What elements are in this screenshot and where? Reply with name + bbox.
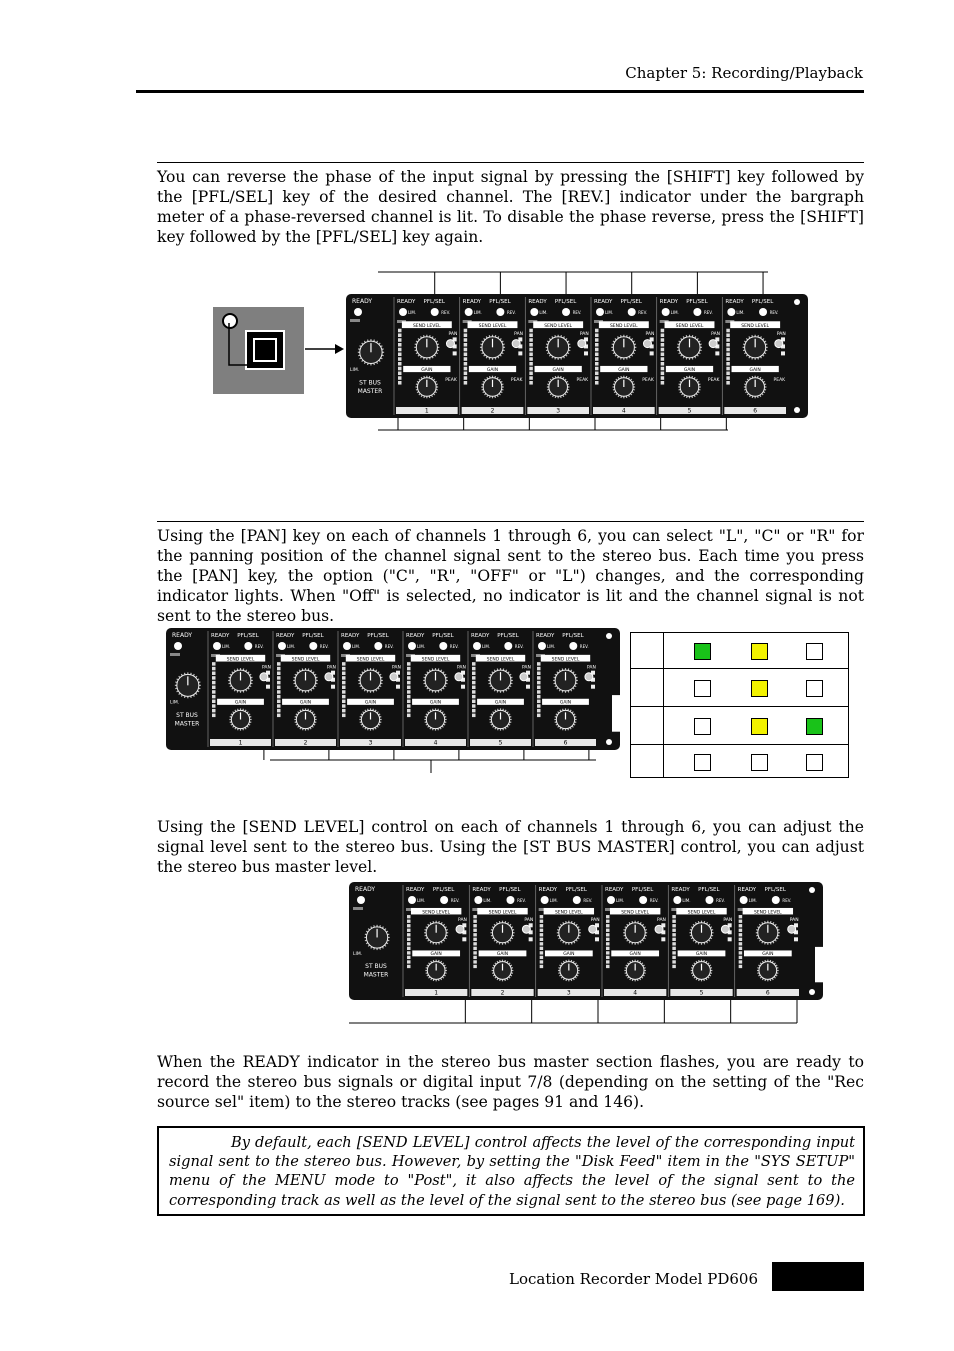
- rev-label: REV.: [517, 898, 526, 903]
- pan-table-row: [631, 745, 848, 778]
- send-level-label: SEND LEVEL: [226, 657, 255, 663]
- pan-indicator-led-icon: [806, 754, 823, 771]
- pfl-sel-label: PFL/SEL: [423, 299, 445, 305]
- ready-paragraph: When the READY indicator in the stereo bus master section flashes, you are ready to record the stereo bus signals or digital input 7/8 (depending on the setting of the "Rec source sel" item) to the stereo tracks (see pages 91 and 146).: [157, 1053, 864, 1111]
- rev-label: REV.: [716, 898, 725, 903]
- send-level-label: SEND LEVEL: [421, 657, 450, 663]
- gain-label: GAIN: [486, 367, 499, 373]
- gain-knob-icon: [744, 376, 767, 399]
- ready-led-icon: [278, 642, 286, 650]
- lim-label: LIM.: [408, 310, 417, 315]
- send-level-paragraph: Using the [SEND LEVEL] control on each of channels 1 through 6, you can adjust the signal level sent to the stereo bus. Using the [ST BUS MASTER] control, you can adjust the stereo bus master level.: [157, 818, 864, 876]
- pfl-sel-key-icon: [309, 642, 317, 650]
- ready-led-icon: [596, 308, 604, 316]
- lim-label: LIM.: [170, 700, 180, 706]
- ready-led-icon: [354, 308, 362, 316]
- lim-label: LIM.: [353, 952, 363, 958]
- ready-led-icon: [174, 642, 182, 650]
- st-bus-master-knob-icon: [175, 672, 201, 698]
- pan-key-icon: [655, 925, 663, 933]
- ready-led-icon: [727, 308, 735, 316]
- pfl-sel-key-icon: [693, 308, 701, 316]
- pan-indicator-led-icon: [751, 643, 768, 660]
- channel-number: 2: [490, 407, 495, 415]
- arrow-icon: [305, 343, 345, 355]
- send-level-knob-icon: [414, 335, 439, 360]
- gain-knob-icon: [489, 708, 511, 730]
- gain-knob-icon: [547, 376, 570, 399]
- send-level-knob-icon: [228, 668, 253, 693]
- send-level-knob-icon: [611, 335, 636, 360]
- lim-label: LIM.: [748, 898, 757, 903]
- send-level-knob-icon: [546, 335, 571, 360]
- ready-led-icon: [474, 896, 482, 904]
- gain-knob-icon: [691, 960, 713, 982]
- pfl-sel-label: PFL/SEL: [554, 299, 577, 305]
- send-level-knob-icon: [623, 921, 647, 945]
- pfl-sel-key-icon: [440, 896, 448, 904]
- pan-label: PAN: [326, 665, 336, 671]
- pan-key-icon: [446, 340, 454, 348]
- lim-label: LIM.: [352, 644, 361, 649]
- channel-number: 6: [765, 989, 770, 997]
- master-label: MASTER: [357, 388, 383, 396]
- peak-label: PEAK: [773, 377, 786, 383]
- channel-number: 6: [563, 739, 568, 747]
- gain-knob-icon: [678, 376, 701, 399]
- screw-icon: [794, 407, 800, 413]
- pan-indicator-table: [630, 632, 849, 778]
- pfl-sel-key-icon: [439, 642, 447, 650]
- ready-led-icon: [343, 642, 351, 650]
- pan-label: PAN: [456, 665, 466, 671]
- pfl-sel-key-icon: [759, 308, 767, 316]
- send-level-label: SEND LEVEL: [544, 323, 573, 329]
- mixer-panel-pan: [166, 628, 622, 774]
- send-level-knob-icon: [293, 668, 318, 693]
- send-level-label: SEND LEVEL: [621, 910, 650, 916]
- rev-label: REV.: [649, 898, 659, 903]
- gain-label: GAIN: [695, 952, 708, 958]
- gain-label: GAIN: [421, 367, 433, 373]
- pfl-sel-key-icon: [374, 642, 382, 650]
- rev-label: REV.: [450, 898, 460, 903]
- pan-key-icon: [512, 340, 520, 348]
- pan-key-icon: [325, 673, 333, 681]
- channel-number: 1: [424, 407, 429, 415]
- pan-key-icon: [643, 340, 651, 348]
- pan-label: PAN: [586, 665, 596, 671]
- pan-table-row: [631, 707, 848, 745]
- pfl-sel-key-icon: [431, 308, 439, 316]
- pfl-sel-label: PFL/SEL: [432, 633, 454, 639]
- pfl-sel-label: PFL/SEL: [620, 299, 642, 305]
- gain-label: GAIN: [430, 952, 442, 958]
- pfl-sel-label: PFL/SEL: [367, 633, 389, 639]
- gain-knob-icon: [492, 960, 514, 982]
- header-rule: [136, 90, 864, 93]
- lim-label: LIM.: [547, 644, 556, 649]
- gain-label: GAIN: [496, 952, 509, 958]
- ready-label: READY: [659, 299, 679, 305]
- ready-led-icon: [740, 896, 748, 904]
- pan-key-icon: [788, 925, 796, 933]
- pfl-sel-label: PFL/SEL: [764, 887, 786, 893]
- pfl-sel-label: PFL/SEL: [686, 299, 708, 305]
- ready-label: READY: [725, 299, 744, 305]
- screw-icon: [606, 633, 612, 639]
- channel-number: 4: [621, 407, 626, 415]
- pan-label: PAN: [590, 917, 600, 923]
- peak-label: PEAK: [707, 377, 720, 383]
- ready-label: READY: [462, 299, 482, 305]
- send-level-label: SEND LEVEL: [486, 657, 515, 663]
- rev-label: REV.: [583, 898, 593, 903]
- screw-icon: [794, 299, 800, 305]
- ready-label: READY: [536, 633, 555, 639]
- send-level-knob-icon: [488, 668, 513, 693]
- pan-indicator-led-icon: [694, 643, 711, 660]
- gain-label: GAIN: [364, 700, 377, 706]
- pfl-sel-key-icon: [562, 308, 570, 316]
- ready-label: READY: [671, 887, 690, 893]
- pan-label: PAN: [514, 331, 524, 337]
- ready-led-icon: [530, 308, 538, 316]
- ready-led-icon: [357, 896, 365, 904]
- mixer-panel-send-level: [349, 882, 825, 1026]
- rev-label: REV.: [579, 644, 589, 649]
- pan-key-icon: [455, 673, 463, 681]
- send-level-label: SEND LEVEL: [753, 910, 782, 916]
- ready-label: READY: [406, 633, 425, 639]
- ready-label: READY: [472, 887, 491, 893]
- pan-indicator-led-icon: [751, 754, 768, 771]
- pfl-sel-key-icon: [506, 896, 514, 904]
- gain-label: GAIN: [429, 700, 442, 706]
- send-level-knob-icon: [358, 668, 383, 693]
- pfl-sel-label: PFL/SEL: [499, 887, 521, 893]
- pan-label: PAN: [711, 331, 721, 337]
- lim-label: LIM.: [482, 644, 491, 649]
- pan-indicator-led-icon: [694, 680, 711, 697]
- ready-led-icon: [408, 896, 416, 904]
- gain-knob-icon: [558, 960, 580, 982]
- gain-knob-icon: [554, 708, 576, 730]
- pfl-sel-label: PFL/SEL: [302, 633, 324, 639]
- pan-table-row: [631, 669, 848, 707]
- send-level-knob-icon: [424, 921, 448, 945]
- gain-knob-icon: [757, 960, 779, 982]
- ready-led-icon: [541, 896, 549, 904]
- pan-key-icon: [709, 340, 717, 348]
- send-level-knob-icon: [490, 921, 514, 945]
- gain-knob-icon: [229, 708, 251, 730]
- peak-label: PEAK: [576, 377, 589, 383]
- rev-label: REV.: [638, 310, 648, 315]
- ready-label: READY: [352, 298, 373, 305]
- ready-label: READY: [211, 633, 230, 639]
- lim-label: LIM.: [483, 898, 492, 903]
- pfl-sel-label: PFL/SEL: [631, 887, 654, 893]
- pan-indicator-led-icon: [694, 754, 711, 771]
- send-level-label: SEND LEVEL: [488, 910, 517, 916]
- pan-indicator-led-icon: [751, 718, 768, 735]
- ready-label: READY: [341, 633, 360, 639]
- pan-label: PAN: [657, 917, 666, 923]
- gain-label: GAIN: [559, 700, 572, 706]
- send-level-label: SEND LEVEL: [291, 657, 320, 663]
- pan-indicator-led-icon: [806, 680, 823, 697]
- pfl-sel-key-icon: [573, 896, 581, 904]
- pan-key-icon: [390, 673, 398, 681]
- ready-label: READY: [276, 633, 295, 639]
- send-level-label: SEND LEVEL: [741, 323, 770, 329]
- lim-label: LIM.: [616, 898, 625, 903]
- send-level-label: SEND LEVEL: [478, 323, 507, 329]
- shift-key-icon: [245, 330, 285, 370]
- pan-indicator-led-icon: [806, 718, 823, 735]
- lim-label: LIM.: [473, 310, 482, 315]
- master-label: MASTER: [174, 720, 200, 728]
- peak-label: PEAK: [510, 377, 523, 383]
- lim-label: LIM.: [222, 644, 231, 649]
- ready-label: READY: [594, 299, 613, 305]
- footer-product: Location Recorder Model PD606: [509, 1270, 758, 1288]
- pan-label: PAN: [448, 331, 458, 337]
- peak-label: PEAK: [642, 377, 654, 383]
- send-level-label: SEND LEVEL: [551, 657, 580, 663]
- gain-knob-icon: [424, 708, 446, 730]
- lim-label: LIM.: [549, 898, 558, 903]
- channel-number: 3: [368, 739, 373, 747]
- gain-label: GAIN: [618, 367, 630, 373]
- note-text: By default, each [SEND LEVEL] control affects the level of the corresponding input signal sent to the stereo bus. However, by setting the "Disk Feed" item in the "SYS SETUP" menu of the MENU mode to "Post", it also affects the level of the signal sent to the corresponding track as well as the level of the signal sent to the stereo bus (see page 169).: [169, 1134, 855, 1209]
- channel-number: 5: [498, 739, 503, 747]
- st-bus-label: ST BUS: [176, 712, 198, 720]
- pfl-sel-label: PFL/SEL: [497, 633, 519, 639]
- st-bus-master-knob-icon: [358, 339, 384, 365]
- gain-label: GAIN: [494, 700, 507, 706]
- pfl-sel-key-icon: [244, 642, 252, 650]
- chapter-header: Chapter 5: Recording/Playback: [625, 64, 863, 82]
- pfl-sel-key-icon: [705, 896, 713, 904]
- pfl-sel-label: PFL/SEL: [237, 633, 259, 639]
- rev-label: REV.: [572, 310, 582, 315]
- shift-key-illustration: [213, 307, 304, 394]
- gain-knob-icon: [294, 708, 316, 730]
- ready-label: READY: [471, 633, 490, 639]
- section-rule-phase: [157, 162, 864, 163]
- pfl-sel-label: PFL/SEL: [562, 633, 584, 639]
- pfl-sel-label: PFL/SEL: [698, 887, 720, 893]
- screw-icon: [809, 887, 815, 893]
- gain-label: GAIN: [683, 367, 696, 373]
- pan-key-icon: [721, 925, 729, 933]
- pan-label: PAN: [776, 331, 786, 337]
- send-level-label: SEND LEVEL: [687, 910, 716, 916]
- note-box: [157, 1126, 865, 1216]
- gain-knob-icon: [624, 960, 646, 982]
- ready-led-icon: [607, 896, 615, 904]
- send-level-label: SEND LEVEL: [412, 323, 441, 329]
- send-level-knob-icon: [423, 668, 448, 693]
- pfl-sel-key-icon: [569, 642, 577, 650]
- rev-label: REV.: [441, 310, 451, 315]
- lim-label: LIM.: [682, 898, 691, 903]
- rev-label: REV.: [506, 310, 516, 315]
- send-level-knob-icon: [743, 335, 768, 360]
- rev-label: REV.: [254, 644, 264, 649]
- channel-number: 2: [500, 989, 505, 997]
- gain-label: GAIN: [563, 952, 575, 958]
- pfl-sel-label: PFL/SEL: [565, 887, 587, 893]
- lim-label: LIM.: [417, 898, 426, 903]
- gain-knob-icon: [481, 376, 504, 399]
- gain-label: GAIN: [629, 952, 641, 958]
- lim-label: LIM.: [350, 367, 360, 373]
- pan-key-icon: [775, 340, 783, 348]
- phase-reverse-paragraph: You can reverse the phase of the input signal by pressing the [SHIFT] key followed by the [PFL/SEL] key of the desired channel. The [REV.] indicator under the bargraph meter of a phase-reversed channel is lit. To disable the phase reverse, press the [SHIFT] key followed by the [PFL/SEL] key again.: [157, 168, 864, 246]
- pan-indicator-led-icon: [806, 643, 823, 660]
- lim-label: LIM.: [670, 310, 679, 315]
- ready-label: READY: [172, 632, 193, 639]
- st-bus-master-knob-icon: [364, 925, 389, 950]
- ready-led-icon: [408, 642, 416, 650]
- gain-label: GAIN: [299, 700, 312, 706]
- send-level-knob-icon: [756, 921, 780, 945]
- peak-label: PEAK: [445, 377, 457, 383]
- pan-label: PAN: [579, 331, 589, 337]
- pan-indicator-led-icon: [694, 718, 711, 735]
- send-level-knob-icon: [557, 921, 581, 945]
- lim-label: LIM.: [287, 644, 296, 649]
- gain-knob-icon: [416, 376, 439, 399]
- pan-table-row: [631, 633, 848, 669]
- send-level-label: SEND LEVEL: [609, 323, 638, 329]
- pan-label: PAN: [524, 917, 534, 923]
- pan-indicator-led-icon: [751, 680, 768, 697]
- ready-led-icon: [213, 642, 221, 650]
- pan-label: PAN: [789, 917, 799, 923]
- send-level-label: SEND LEVEL: [356, 657, 385, 663]
- rev-label: REV.: [782, 898, 792, 903]
- pan-label: PAN: [521, 665, 531, 671]
- pan-key-icon: [260, 673, 268, 681]
- send-level-label: SEND LEVEL: [675, 323, 704, 329]
- channel-number: 6: [753, 407, 758, 415]
- pfl-sel-key-icon: [628, 308, 636, 316]
- pfl-sel-key-icon: [496, 308, 504, 316]
- gain-label: GAIN: [552, 367, 564, 373]
- pan-key-icon: [520, 673, 528, 681]
- ready-label: READY: [528, 299, 547, 305]
- screw-icon: [606, 739, 612, 745]
- ready-label: READY: [397, 299, 416, 305]
- st-bus-label: ST BUS: [365, 963, 387, 971]
- rev-label: REV.: [703, 310, 713, 315]
- lim-label: LIM.: [539, 310, 548, 315]
- send-level-label: SEND LEVEL: [554, 910, 583, 916]
- section-rule-pan: [157, 521, 864, 522]
- channel-number: 4: [433, 739, 438, 747]
- send-level-label: SEND LEVEL: [422, 910, 451, 916]
- gain-label: GAIN: [234, 700, 247, 706]
- channel-number: 3: [566, 989, 571, 997]
- send-level-knob-icon: [677, 335, 702, 360]
- gain-label: GAIN: [762, 952, 774, 958]
- gain-knob-icon: [613, 376, 636, 399]
- pan-key-icon: [522, 925, 530, 933]
- channel-number: 1: [434, 989, 439, 997]
- pan-label: PAN: [261, 665, 271, 671]
- gain-label: GAIN: [749, 367, 761, 373]
- pan-key-icon: [589, 925, 597, 933]
- pan-label: PAN: [391, 665, 401, 671]
- ready-led-icon: [473, 642, 481, 650]
- screw-icon: [809, 989, 815, 995]
- send-level-knob-icon: [553, 668, 578, 693]
- ready-led-icon: [465, 308, 473, 316]
- page-number-block: [772, 1262, 864, 1291]
- lim-label: LIM.: [736, 310, 745, 315]
- pan-paragraph: Using the [PAN] key on each of channels 1 through 6, you can select "L", "C" or "R" for the panning position of the channel signal sent to the stereo bus. Each time you press the [PAN] key, the option ("C", "R", "OFF" or "L") changes, and the corresponding indicator lights. When "Off" is selected, no indicator is lit and the channel signal is not sent to the stereo bus.: [157, 527, 864, 625]
- pfl-sel-label: PFL/SEL: [432, 887, 455, 893]
- pan-label: PAN: [645, 331, 655, 337]
- channel-number: 3: [556, 407, 561, 415]
- ready-led-icon: [399, 308, 407, 316]
- pfl-sel-label: PFL/SEL: [751, 299, 774, 305]
- st-bus-label: ST BUS: [359, 379, 381, 387]
- ready-led-icon: [673, 896, 681, 904]
- ready-label: READY: [355, 886, 376, 893]
- rev-label: REV.: [384, 644, 394, 649]
- channel-number: 1: [238, 739, 243, 747]
- ready-label: READY: [538, 887, 558, 893]
- gain-knob-icon: [359, 708, 381, 730]
- channel-number: 2: [303, 739, 308, 747]
- pan-key-icon: [456, 925, 464, 933]
- pfl-sel-key-icon: [639, 896, 647, 904]
- ready-led-icon: [662, 308, 670, 316]
- pan-label: PAN: [458, 917, 467, 923]
- send-level-knob-icon: [689, 921, 713, 945]
- ready-label: READY: [605, 887, 624, 893]
- send-level-knob-icon: [480, 335, 505, 360]
- channel-number: 5: [687, 407, 692, 415]
- ready-led-icon: [538, 642, 546, 650]
- pfl-sel-label: PFL/SEL: [489, 299, 511, 305]
- gain-knob-icon: [425, 960, 447, 982]
- pan-key-icon: [585, 673, 593, 681]
- master-label: MASTER: [363, 971, 389, 979]
- ready-label: READY: [737, 887, 757, 893]
- pan-key-icon: [578, 340, 586, 348]
- rev-label: REV.: [769, 310, 779, 315]
- lim-label: LIM.: [417, 644, 426, 649]
- channel-number: 4: [633, 989, 638, 997]
- ready-label: READY: [406, 887, 425, 893]
- rev-label: REV.: [514, 644, 524, 649]
- rev-label: REV.: [319, 644, 329, 649]
- rev-label: REV.: [449, 644, 459, 649]
- pan-label: PAN: [723, 917, 733, 923]
- channel-number: 5: [699, 989, 704, 997]
- pfl-sel-key-icon: [772, 896, 780, 904]
- lim-label: LIM.: [605, 310, 614, 315]
- pfl-sel-key-icon: [504, 642, 512, 650]
- mixer-panel-phase: [346, 270, 810, 432]
